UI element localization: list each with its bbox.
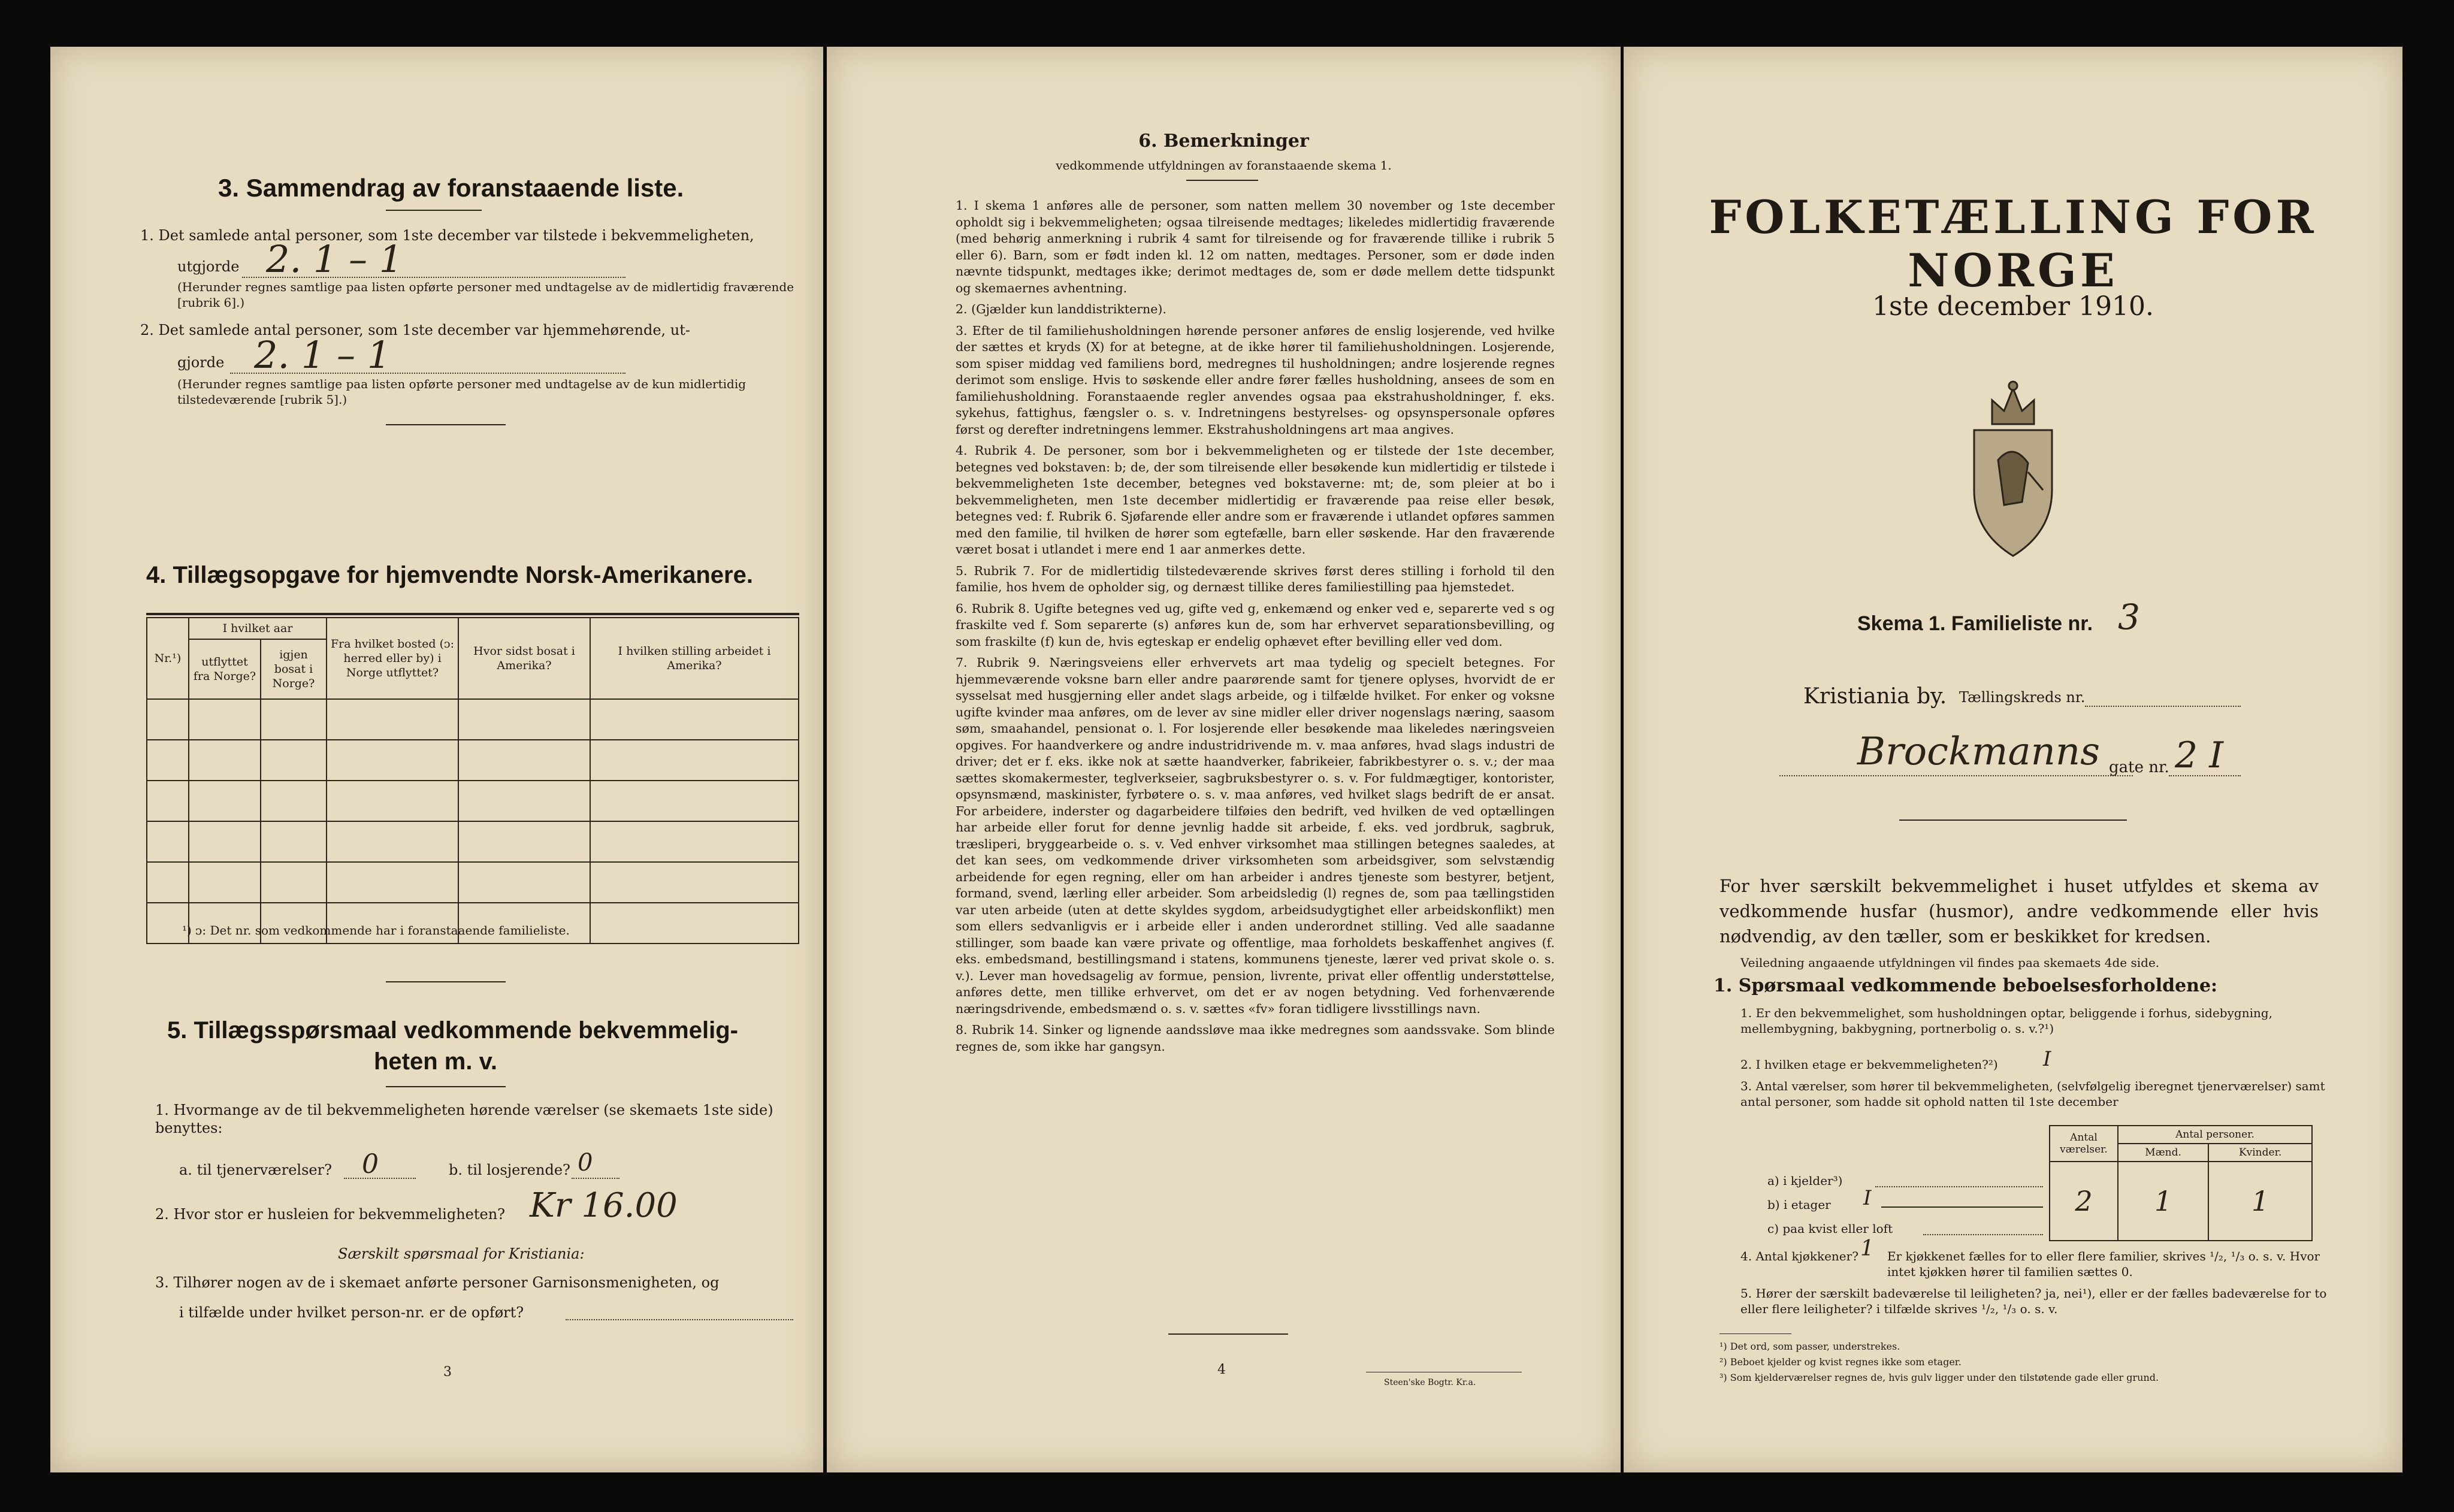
q1: 1. Er den bekvemmelighet, som husholdningen optar, beliggende i forhus, sidebygning, mellembygning, bakbygning, portnerbolig o. s. v.?¹) <box>1740 1006 2273 1036</box>
census-date: 1ste december 1910. <box>1872 291 2154 322</box>
footnote-3: ³) Som kjelderværelser regnes de, hvis gulv ligger under den tilstøtende gade eller grund. <box>1719 1372 2159 1383</box>
coat-of-arms-icon <box>1956 364 2070 562</box>
s5-q2-value: Kr 16.00 <box>530 1186 678 1225</box>
q3: 3. Antal værelser, som hører til bekvemmeligheten, (selvfølgelig iberegnet tjenerværelser) samt antal personer, som hadde sit ophold natten til 1ste december <box>1740 1079 2325 1109</box>
col-maend: Mænd. <box>2118 1144 2208 1162</box>
value-vaerelser: 2 <box>2050 1162 2118 1241</box>
col-stilling: I hvilken stilling arbeidet i Amerika? <box>590 618 799 699</box>
s5-kristiania: Særskilt spørsmaal for Kristiania: <box>338 1245 585 1262</box>
footnote-1: ¹) Det ord, som passer, understrekes. <box>1719 1341 1900 1352</box>
section-3-title: 3. Sammendrag av foranstaaende liste. <box>218 174 684 202</box>
s3-q2-text: 2. Det samlede antal personer, som 1ste december var hjemmehørende, ut- <box>140 322 690 338</box>
s5-q3-l2: i tilfælde under hvilket person-nr. er de opført? <box>179 1304 524 1321</box>
col-igjen: igjen bosat i Norge? <box>261 639 327 699</box>
bem-paragraph-1: 1. I skema 1 anføres alle de personer, som natten mellem 30 november og 1ste december opholdt sig i bekvemmeligheten; ogsaa tilreisende medtages; likeledes midlertidig fraværende (med behørig anmerkning i rubrik 4 samt for tilreisende og for fraværende tillike i rubrik 5 eller 6). Barn, som er født inden kl. 12 om natten, medtages. Personer, som er døde inden nævnte tidspunkt, medtages ikke; derimot medtages de, som er døde mellem dette tidspunkt og skemaernes avhentning. <box>956 198 1555 295</box>
q2-value: I <box>2043 1047 2051 1071</box>
bem-paragraph-8: 8. Rubrik 14. Sinker og lignende aandssløve maa ikke medregnes som aandssvake. Som blinde regnes de, som ikke har gangsyn. <box>956 1023 1555 1054</box>
col-hvor: Hvor sidst bosat i Amerika? <box>458 618 590 699</box>
divider <box>386 210 482 211</box>
veiledning: Veiledning angaaende utfyldningen vil findes paa skemaets 4de side. <box>1740 955 2160 970</box>
page-number: 3 <box>443 1365 452 1380</box>
page-4 <box>827 47 1621 1472</box>
section-4-title: 4. Tillægsopgave for hjemvendte Norsk-Amerikanere. <box>146 562 753 588</box>
col-kvinder: Kvinder. <box>2208 1144 2312 1162</box>
gate-nr: 2 I <box>2175 734 2223 776</box>
street-name: Brockmanns <box>1857 730 2100 774</box>
value-maend: 1 <box>2118 1162 2208 1241</box>
s3-q2-note: (Herunder regnes samtlige paa listen opførte personer med undtagelse av de kun midlertidig tilstedeværende [rubrik 5].) <box>177 377 747 407</box>
q4-value: 1 <box>1860 1236 1874 1261</box>
bemerkninger-subtitle: vedkommende utfyldningen av foranstaaende skema 1. <box>1056 158 1392 173</box>
bem-paragraph-5: 5. Rubrik 7. For de midlertidig tilstedeværende skrives først deres stilling i forhold til den familie, hos hvem de opholder sig, og dernæst tillike deres familiestilling paa hjemstedet. <box>956 563 1555 594</box>
section-5-title-l2: heten m. v. <box>374 1048 497 1075</box>
table-row <box>147 821 799 862</box>
questions-title: 1. Spørsmaal vedkommende beboelsesforholdene: <box>1713 975 2218 996</box>
bem-paragraph-3: 3. Efter de til familiehusholdningen hørende personer anføres de enslig losjerende, ved hvilke der sættes et kryds (X) for at betegne, at de ikke hører til familiehusholdningen. Losjerende, som spiser middag ved familiens bord, medregnes til husholdningen; andre losjerende regnes derimot som enslige. Hvis to søskende eller andre fører fælles husholdning, ansees de som en familiehusholdning. Foranstaaende regler anvendes ogsaa paa ekstrahusholdninger, f. eks. sykehus, fattighus, fængsler o. s. v. Indretningens bestyrelses- og opsynspersonale opføres først og derefter indretningens lemmer. Ekstrahusholdningens art maa angives. <box>956 323 1555 437</box>
rooms-table <box>2049 1125 2313 1241</box>
s3-q2-value: 2. 1 – 1 <box>254 333 391 377</box>
bemerkninger-body <box>956 198 1555 1060</box>
bem-paragraph-4: 4. Rubrik 4. De personer, som bor i bekvemmeligheten og er tilstede der 1ste december, betegnes ved bokstaven: b; de, der som tilreisende eller besøkende kun midlertidig er tilstede i bekvemmeligheten 1ste december, betegnes ved bokstaverne: mt; de, som pleier at bo i bekvemmeligheten, men 1ste december midlertidig er fraværende paa reise eller besøk, betegnes ved: f. Rubrik 6. Sjøfarende eller andre som er fraværende i utlandet opføres sammen med den familie, til hvilken de hører som egtefælle, barn eller søskende. Har den fraværende været bosat i utlandet i mere end 1 aar anmerkes dette. <box>956 443 1555 557</box>
familieliste-nr: 3 <box>2118 597 2140 637</box>
taellingskreds-label: Tællingskreds nr. <box>1959 689 2086 706</box>
skema-label: Skema 1. Familieliste nr. <box>1857 612 2093 635</box>
q5: 5. Hører der særskilt badeværelse til leiligheten? ja, nei¹), eller er der fælles badeværelse for to eller flere leiligheter? i tilfælde skrives ¹/₂, ¹/₃ o. s. v. <box>1740 1286 2327 1316</box>
s5-q1a-value: 0 <box>362 1149 379 1180</box>
s3-q1-text: 1. Det samlede antal personer, som 1ste december var tilstede i bekvemmeligheten, <box>140 227 754 244</box>
bemerkninger-title: 6. Bemerkninger <box>1138 131 1309 152</box>
intro-text: For hver særskilt bekvemmelighet i huset utfyldes et skema av vedkommende husfar (husmor), andre vedkommende eller hvis nødvendig, av den tæller, som er beskikket for kredsen. <box>1719 876 2319 946</box>
col-personer: Antal personer. <box>2118 1126 2312 1144</box>
divider <box>386 424 506 425</box>
col-nr: Nr.¹) <box>147 618 189 699</box>
s3-q1-note: (Herunder regnes samtlige paa listen opførte personer med undtagelse av de midlertidig fraværende [rubrik 6].) <box>177 280 794 310</box>
gate-label: gate nr. <box>2109 758 2169 776</box>
s3-q1-label: utgjorde <box>177 258 240 275</box>
s5-q1: 1. Hvormange av de til bekvemmeligheten hørende værelser (se skemaets 1ste side) benyttes: <box>155 1102 773 1136</box>
s5-q3-l1: 3. Tilhører nogen av de i skemaet anførte personer Garnisonsmenigheten, og <box>155 1274 720 1291</box>
col-aar: I hvilket aar <box>189 618 327 639</box>
value-kvinder: 1 <box>2208 1162 2312 1241</box>
s5-q1a: a. til tjenerværelser? <box>179 1162 332 1178</box>
printer-note: Steen'ske Bogtr. Kr.a. <box>1384 1378 1476 1387</box>
row-c-label: c) paa kvist eller loft <box>1767 1221 1893 1236</box>
row-b-label: b) i etager <box>1767 1197 1831 1212</box>
q4-rest: Er kjøkkenet fælles for to eller flere familier, skrives ¹/₂, ¹/₃ o. s. v. Hvor intet kjøkken hører til familien sættes 0. <box>1887 1249 2320 1279</box>
s5-q1b: b. til losjerende? <box>449 1162 570 1178</box>
bem-paragraph-7: 7. Rubrik 9. Næringsveiens eller erhvervets art maa tydelig og specielt betegnes. For hjemmeværende voksne barn eller andre paarørende samt for tjenere oplyses, hvorvidt de er sysselsat med husgjerning eller andet slags arbeide, og i tilfælde hvilket. For enker og voksne ugifte kvinder maa anføres, om de lever av sine midler eller driver nogenslags næring, saasom søm, smaahandel, pensionat o. l. For losjerende eller besøkende maa likeledes næringsveien opgives. For haandverkere og andre industridrivende m. v. maa anføres, hvad slags industri de driver; det er f. eks. ikke nok at sætte haandverker, fabrikeier, fabrikbestyrer o. s. v.; der maa sættes skomakermester, teglverkseier, sagbruksbestyrer o. s. v. For fuldmægtiger, kontorister, opsynsmænd, maskinister, fyrbøtere o. s. v. maa anføres, ved hvilket slags bedrift de er ansat. For arbeidere, inderster og dagarbeidere tilføies den bedrift, ved hvilken de ved optællingen har arbeide eller forut for denne jevnlig hadde sit arbeide, f. eks. ved jordbruk, sagbruk, træsliperi, bryggearbeide o. s. v. Ved enhver virksomhet maa stillingen betegnes saaledes, at det kan sees, om vedkommende driver virksomheten som arbeidsgiver, som selvstændig arbeidende for egen regning, eller om han arbeider i andres tjeneste som bestyrer, betjent, formand, svend, lærling eller arbeider. Som arbeidsledig (l) regnes de, som paa tællingstiden var uten arbeide (uten at dette skyldes sygdom, arbeidsudygtighet eller arbeidskonflikt) men som ellers sedvanligvis er i arbeide eller i anden underordnet stilling. Ved alle saadanne stillinger, som baade kan være private og offentlige, maa forholdets beskaffenhet angives (f. eks. embedsmand, bestillingsmand i statens, kommunens tjeneste, lærer ved privat skole o. s. v.). Lever man hovedsagelig av formue, pension, livrente, privat eller offentlig understøttelse, anføres dette, men tillike erhvervet, om det er av nogen betydning. Ved forhenværende næringsdrivende, embedsmænd o. s. v. sættes «fv» foran tidligere livsstillings navn. <box>956 655 1555 1016</box>
table-row <box>147 740 799 781</box>
col-fra: Fra hvilket bosted (ᴐ: herred eller by) i Norge utflyttet? <box>327 618 458 699</box>
table-row <box>147 862 799 903</box>
table-row <box>147 781 799 821</box>
s5-q2: 2. Hvor stor er husleien for bekvemmeligheten? <box>155 1206 506 1223</box>
bem-paragraph-2: 2. (Gjælder kun landdistrikterne). <box>956 302 1166 316</box>
footnote-2: ²) Beboet kjelder og kvist regnes ikke som etager. <box>1719 1356 1962 1368</box>
bem-paragraph-6: 6. Rubrik 8. Ugifte betegnes ved ug, gifte ved g, enkemænd og enker ved e, separerte ved s og fraskilte ved f. Som separerte (s) anføres kun de, som har erhvervet separationsbevilling, og som fraskilte (f) kun de, hvis egteskap er endelig ophævet efter bevilling eller ved dom. <box>956 601 1555 649</box>
main-title: FOLKETÆLLING FOR NORGE <box>1709 190 2317 297</box>
page-1 <box>1624 47 2402 1472</box>
section-5-title-l1: 5. Tillægsspørsmaal vedkommende bekvemmelig- <box>167 1017 738 1044</box>
page-number: 4 <box>1217 1362 1226 1377</box>
city: Kristiania by. <box>1803 684 1947 709</box>
row-a-label: a) i kjelder³) <box>1767 1174 1843 1188</box>
page-3 <box>50 47 823 1472</box>
col-vaerelser: Antal værelser. <box>2050 1126 2118 1162</box>
s3-q2-label: gjorde <box>177 354 225 371</box>
row-b-mark: I <box>1863 1186 1872 1210</box>
norsk-amerikanere-table <box>146 617 799 944</box>
q4: 4. Antal kjøkkener? <box>1740 1249 1858 1263</box>
s5-q1b-value: 0 <box>578 1149 593 1177</box>
table-row <box>147 699 799 740</box>
s4-footnote: ¹) ᴐ: Det nr. som vedkommende har i foranstaaende familieliste. <box>182 923 570 938</box>
q2: 2. I hvilken etage er bekvemmeligheten?²) <box>1740 1057 1998 1072</box>
col-utflyttet: utflyttet fra Norge? <box>189 639 261 699</box>
s3-q1-value: 2. 1 – 1 <box>266 237 403 281</box>
